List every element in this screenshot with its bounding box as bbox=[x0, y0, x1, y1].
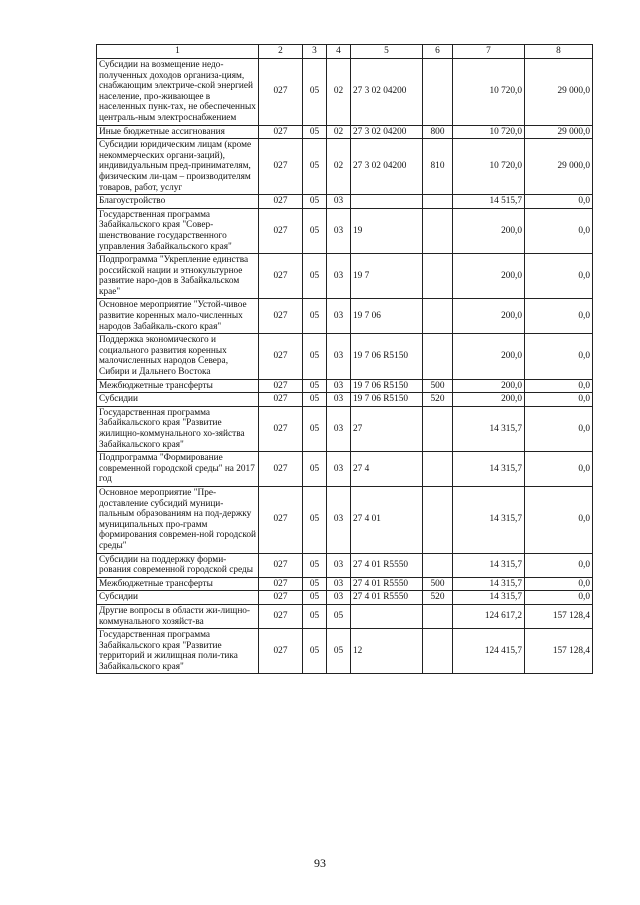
section-code: 05 bbox=[303, 393, 327, 407]
amount-col8: 0,0 bbox=[525, 591, 593, 605]
target-article-code: 12 bbox=[351, 629, 423, 674]
ministry-code: 027 bbox=[259, 59, 303, 126]
expense-type-code bbox=[423, 486, 453, 553]
target-article-code: 19 7 06 R5150 bbox=[351, 334, 423, 379]
target-article-code: 19 7 06 R5150 bbox=[351, 379, 423, 393]
amount-col8: 29 000,0 bbox=[525, 59, 593, 126]
target-article-code: 19 7 06 R5150 bbox=[351, 393, 423, 407]
subsection-code: 03 bbox=[327, 452, 351, 487]
table-row bbox=[97, 254, 593, 299]
amount-col8: 0,0 bbox=[525, 553, 593, 577]
ministry-code: 027 bbox=[259, 254, 303, 299]
item-name: Субсидии bbox=[97, 591, 259, 605]
amount-col7: 14 315,7 bbox=[453, 406, 525, 451]
section-code: 05 bbox=[303, 379, 327, 393]
section-code: 05 bbox=[303, 334, 327, 379]
item-name: Подпрограмма "Формирование современной городской среды" на 2017 год bbox=[97, 452, 259, 487]
amount-col8: 0,0 bbox=[525, 406, 593, 451]
amount-col8: 29 000,0 bbox=[525, 125, 593, 139]
section-code: 05 bbox=[303, 299, 327, 334]
table-row bbox=[97, 629, 593, 674]
table-row bbox=[97, 452, 593, 487]
amount-col7: 200,0 bbox=[453, 334, 525, 379]
section-code: 05 bbox=[303, 486, 327, 553]
expense-type-code: 800 bbox=[423, 125, 453, 139]
header-cell: 6 bbox=[423, 45, 453, 59]
amount-col8: 0,0 bbox=[525, 195, 593, 209]
amount-col8: 0,0 bbox=[525, 452, 593, 487]
ministry-code: 027 bbox=[259, 577, 303, 591]
expense-type-code: 520 bbox=[423, 393, 453, 407]
item-name: Основное мероприятие "Устой-чивое развитие коренных мало-численных народов Забайкаль-ского края" bbox=[97, 299, 259, 334]
subsection-code: 03 bbox=[327, 379, 351, 393]
header-cell: 4 bbox=[327, 45, 351, 59]
amount-col8: 0,0 bbox=[525, 393, 593, 407]
subsection-code: 03 bbox=[327, 195, 351, 209]
section-code: 05 bbox=[303, 59, 327, 126]
subsection-code: 03 bbox=[327, 591, 351, 605]
amount-col8: 0,0 bbox=[525, 208, 593, 253]
section-code: 05 bbox=[303, 452, 327, 487]
amount-col8: 0,0 bbox=[525, 254, 593, 299]
table-row bbox=[97, 379, 593, 393]
table-header-row bbox=[97, 45, 593, 59]
ministry-code: 027 bbox=[259, 334, 303, 379]
expense-type-code bbox=[423, 604, 453, 628]
subsection-code: 03 bbox=[327, 486, 351, 553]
ministry-code: 027 bbox=[259, 125, 303, 139]
table-row bbox=[97, 299, 593, 334]
target-article-code: 27 3 02 04200 bbox=[351, 139, 423, 195]
expense-type-code bbox=[423, 208, 453, 253]
amount-col7: 200,0 bbox=[453, 379, 525, 393]
item-name: Основное мероприятие "Пре-доставление субсидий муници-пальным образованиям на под-держку муниципальных про-грамм формирования современ-ной городской среды" bbox=[97, 486, 259, 553]
section-code: 05 bbox=[303, 125, 327, 139]
item-name: Субсидии юридическим лицам (кроме некоммерческих органи-заций), индивидуальным пред-принимателям, физическим ли-цам – производителям товаров, работ, услуг bbox=[97, 139, 259, 195]
table-row bbox=[97, 406, 593, 451]
table-row bbox=[97, 553, 593, 577]
amount-col7: 10 720,0 bbox=[453, 125, 525, 139]
target-article-code: 27 3 02 04200 bbox=[351, 59, 423, 126]
table-row bbox=[97, 59, 593, 126]
subsection-code: 03 bbox=[327, 254, 351, 299]
table-row bbox=[97, 591, 593, 605]
section-code: 05 bbox=[303, 629, 327, 674]
ministry-code: 027 bbox=[259, 591, 303, 605]
item-name: Благоустройство bbox=[97, 195, 259, 209]
expense-type-code bbox=[423, 553, 453, 577]
target-article-code: 19 7 06 bbox=[351, 299, 423, 334]
amount-col7: 10 720,0 bbox=[453, 59, 525, 126]
item-name: Другие вопросы в области жи-лищно-коммунального хозяйст-ва bbox=[97, 604, 259, 628]
header-cell: 7 bbox=[453, 45, 525, 59]
subsection-code: 05 bbox=[327, 629, 351, 674]
amount-col7: 200,0 bbox=[453, 254, 525, 299]
expense-type-code bbox=[423, 629, 453, 674]
item-name: Субсидии на возмещение недо-полученных доходов организа-циям, снабжающим электриче-ской энергией население, про-живающее в населенных пунк-тах, не обеспеченных централь-ным электроснабжением bbox=[97, 59, 259, 126]
budget-table bbox=[96, 44, 593, 674]
section-code: 05 bbox=[303, 254, 327, 299]
target-article-code: 27 bbox=[351, 406, 423, 451]
subsection-code: 03 bbox=[327, 577, 351, 591]
item-name: Государственная программа Забайкальского края "Развитие территорий и жилищная поли-тика Забайкальского края" bbox=[97, 629, 259, 674]
amount-col8: 0,0 bbox=[525, 379, 593, 393]
table-row bbox=[97, 577, 593, 591]
amount-col8: 157 128,4 bbox=[525, 604, 593, 628]
table-row bbox=[97, 604, 593, 628]
ministry-code: 027 bbox=[259, 604, 303, 628]
header-cell: 1 bbox=[97, 45, 259, 59]
section-code: 05 bbox=[303, 406, 327, 451]
header-cell: 3 bbox=[303, 45, 327, 59]
expense-type-code bbox=[423, 195, 453, 209]
ministry-code: 027 bbox=[259, 486, 303, 553]
ministry-code: 027 bbox=[259, 299, 303, 334]
expense-type-code bbox=[423, 299, 453, 334]
item-name: Субсидии bbox=[97, 393, 259, 407]
expense-type-code: 520 bbox=[423, 591, 453, 605]
ministry-code: 027 bbox=[259, 208, 303, 253]
amount-col7: 200,0 bbox=[453, 299, 525, 334]
subsection-code: 03 bbox=[327, 334, 351, 379]
table-body bbox=[97, 59, 593, 674]
expense-type-code bbox=[423, 406, 453, 451]
expense-type-code bbox=[423, 452, 453, 487]
target-article-code: 19 bbox=[351, 208, 423, 253]
header-cell: 5 bbox=[351, 45, 423, 59]
section-code: 05 bbox=[303, 195, 327, 209]
amount-col7: 14 315,7 bbox=[453, 591, 525, 605]
ministry-code: 027 bbox=[259, 629, 303, 674]
item-name: Субсидии на поддержку форми-рования современной городской среды bbox=[97, 553, 259, 577]
section-code: 05 bbox=[303, 591, 327, 605]
amount-col7: 14 315,7 bbox=[453, 553, 525, 577]
expense-type-code: 810 bbox=[423, 139, 453, 195]
subsection-code: 03 bbox=[327, 553, 351, 577]
item-name: Подпрограмма "Укрепление единства российской нации и этнокультурное развитие наро-дов в Забайкальском крае" bbox=[97, 254, 259, 299]
subsection-code: 02 bbox=[327, 139, 351, 195]
target-article-code: 27 4 01 R5550 bbox=[351, 553, 423, 577]
section-code: 05 bbox=[303, 208, 327, 253]
table-row bbox=[97, 486, 593, 553]
subsection-code: 03 bbox=[327, 208, 351, 253]
target-article-code: 27 4 01 R5550 bbox=[351, 577, 423, 591]
subsection-code: 03 bbox=[327, 299, 351, 334]
ministry-code: 027 bbox=[259, 553, 303, 577]
table-row bbox=[97, 125, 593, 139]
table-row bbox=[97, 208, 593, 253]
section-code: 05 bbox=[303, 577, 327, 591]
item-name: Поддержка экономического и социального развития коренных малочисленных народов Севера, Сибири и Дальнего Востока bbox=[97, 334, 259, 379]
amount-col7: 124 617,2 bbox=[453, 604, 525, 628]
subsection-code: 05 bbox=[327, 604, 351, 628]
item-name: Иные бюджетные ассигнования bbox=[97, 125, 259, 139]
target-article-code: 19 7 bbox=[351, 254, 423, 299]
expense-type-code bbox=[423, 334, 453, 379]
subsection-code: 03 bbox=[327, 393, 351, 407]
target-article-code: 27 4 01 R5550 bbox=[351, 591, 423, 605]
ministry-code: 027 bbox=[259, 195, 303, 209]
amount-col7: 10 720,0 bbox=[453, 139, 525, 195]
item-name: Государственная программа Забайкальского края "Развитие жилищно-коммунального хо-зяйства Забайкальского края" bbox=[97, 406, 259, 451]
amount-col7: 124 415,7 bbox=[453, 629, 525, 674]
amount-col8: 0,0 bbox=[525, 299, 593, 334]
section-code: 05 bbox=[303, 604, 327, 628]
target-article-code: 27 3 02 04200 bbox=[351, 125, 423, 139]
amount-col7: 14 515,7 bbox=[453, 195, 525, 209]
table-row bbox=[97, 195, 593, 209]
item-name: Межбюджетные трансферты bbox=[97, 379, 259, 393]
target-article-code: 27 4 01 bbox=[351, 486, 423, 553]
expense-type-code: 500 bbox=[423, 577, 453, 591]
subsection-code: 02 bbox=[327, 125, 351, 139]
page-number: 93 bbox=[314, 856, 326, 870]
header-cell: 2 bbox=[259, 45, 303, 59]
amount-col7: 14 315,7 bbox=[453, 577, 525, 591]
expense-type-code bbox=[423, 254, 453, 299]
amount-col7: 14 315,7 bbox=[453, 486, 525, 553]
expense-type-code bbox=[423, 59, 453, 126]
subsection-code: 03 bbox=[327, 406, 351, 451]
amount-col8: 0,0 bbox=[525, 577, 593, 591]
amount-col7: 200,0 bbox=[453, 393, 525, 407]
target-article-code bbox=[351, 195, 423, 209]
expense-type-code: 500 bbox=[423, 379, 453, 393]
item-name: Межбюджетные трансферты bbox=[97, 577, 259, 591]
subsection-code: 02 bbox=[327, 59, 351, 126]
ministry-code: 027 bbox=[259, 379, 303, 393]
table-row bbox=[97, 139, 593, 195]
section-code: 05 bbox=[303, 139, 327, 195]
target-article-code bbox=[351, 604, 423, 628]
target-article-code: 27 4 bbox=[351, 452, 423, 487]
item-name: Государственная программа Забайкальского края "Совер-шенствование государственного управления Забайкальского края" bbox=[97, 208, 259, 253]
amount-col8: 0,0 bbox=[525, 334, 593, 379]
section-code: 05 bbox=[303, 553, 327, 577]
ministry-code: 027 bbox=[259, 139, 303, 195]
amount-col7: 14 315,7 bbox=[453, 452, 525, 487]
table-row bbox=[97, 393, 593, 407]
header-cell: 8 bbox=[525, 45, 593, 59]
ministry-code: 027 bbox=[259, 406, 303, 451]
amount-col8: 0,0 bbox=[525, 486, 593, 553]
amount-col8: 157 128,4 bbox=[525, 629, 593, 674]
amount-col7: 200,0 bbox=[453, 208, 525, 253]
table-row bbox=[97, 334, 593, 379]
ministry-code: 027 bbox=[259, 452, 303, 487]
ministry-code: 027 bbox=[259, 393, 303, 407]
amount-col8: 29 000,0 bbox=[525, 139, 593, 195]
